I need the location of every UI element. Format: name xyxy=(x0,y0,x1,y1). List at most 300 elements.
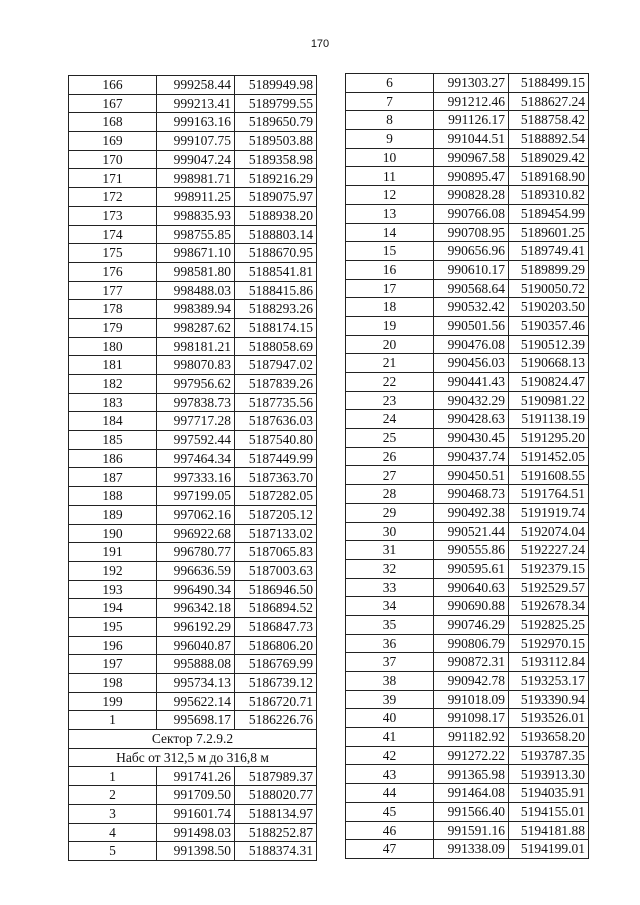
coord-y: 5187205.12 xyxy=(235,505,317,524)
coord-x: 995622.14 xyxy=(157,692,235,711)
coord-x: 991709.50 xyxy=(157,786,235,805)
coord-y: 5192379.15 xyxy=(509,559,589,578)
coord-y: 5189503.88 xyxy=(235,132,317,151)
coord-x: 990492.38 xyxy=(434,503,509,522)
point-number: 169 xyxy=(69,132,157,151)
table-row xyxy=(346,466,589,485)
coord-x: 999258.44 xyxy=(157,76,235,95)
coord-y: 5186226.76 xyxy=(235,711,317,730)
coord-y: 5187947.02 xyxy=(235,356,317,375)
coord-x: 998488.03 xyxy=(157,281,235,300)
point-number: 42 xyxy=(346,746,434,765)
point-number: 37 xyxy=(346,653,434,672)
coord-y: 5193658.20 xyxy=(509,728,589,747)
point-number: 191 xyxy=(69,543,157,562)
coord-y: 5189310.82 xyxy=(509,186,589,205)
table-row xyxy=(346,746,589,765)
point-number: 5 xyxy=(69,842,157,861)
table-row xyxy=(69,711,317,730)
coord-x: 990895.47 xyxy=(434,167,509,186)
coordinates-table-left xyxy=(68,75,317,861)
coord-x: 990532.42 xyxy=(434,298,509,317)
coord-y: 5188499.15 xyxy=(509,74,589,93)
point-number: 182 xyxy=(69,375,157,394)
coord-y: 5188058.69 xyxy=(235,337,317,356)
coord-x: 991272.22 xyxy=(434,746,509,765)
table-row xyxy=(346,728,589,747)
coord-y: 5189358.98 xyxy=(235,150,317,169)
coord-y: 5194199.01 xyxy=(509,840,589,859)
coord-y: 5189029.42 xyxy=(509,148,589,167)
table-row xyxy=(346,840,589,859)
point-number: 22 xyxy=(346,373,434,392)
coord-y: 5193787.35 xyxy=(509,746,589,765)
table-row xyxy=(69,431,317,450)
coordinates-table-right xyxy=(345,73,589,859)
table-row xyxy=(346,373,589,392)
coord-y: 5188670.95 xyxy=(235,244,317,263)
coord-x: 990501.56 xyxy=(434,316,509,335)
coord-y: 5186894.52 xyxy=(235,599,317,618)
coord-y: 5186720.71 xyxy=(235,692,317,711)
coord-y: 5191608.55 xyxy=(509,466,589,485)
coord-x: 990640.63 xyxy=(434,578,509,597)
point-number: 1 xyxy=(69,767,157,786)
coord-y: 5193913.30 xyxy=(509,765,589,784)
table-row xyxy=(346,522,589,541)
coord-x: 991591.16 xyxy=(434,821,509,840)
point-number: 41 xyxy=(346,728,434,747)
coord-y: 5188374.31 xyxy=(235,842,317,861)
point-number: 26 xyxy=(346,447,434,466)
point-number: 180 xyxy=(69,337,157,356)
coord-y: 5194181.88 xyxy=(509,821,589,840)
coord-y: 5191138.19 xyxy=(509,410,589,429)
point-number: 44 xyxy=(346,784,434,803)
point-number: 36 xyxy=(346,634,434,653)
point-number: 171 xyxy=(69,169,157,188)
coord-y: 5186847.73 xyxy=(235,617,317,636)
coord-y: 5193390.94 xyxy=(509,690,589,709)
coord-x: 990766.08 xyxy=(434,204,509,223)
point-number: 174 xyxy=(69,225,157,244)
point-number: 178 xyxy=(69,300,157,319)
table-row xyxy=(69,150,317,169)
point-number: 10 xyxy=(346,148,434,167)
point-number: 35 xyxy=(346,615,434,634)
coord-y: 5189799.55 xyxy=(235,94,317,113)
point-number: 24 xyxy=(346,410,434,429)
table-row xyxy=(69,561,317,580)
table-row xyxy=(69,842,317,861)
coord-y: 5191764.51 xyxy=(509,485,589,504)
table-row xyxy=(346,186,589,205)
point-number: 167 xyxy=(69,94,157,113)
table-row xyxy=(69,487,317,506)
coord-x: 990967.58 xyxy=(434,148,509,167)
coord-x: 990746.29 xyxy=(434,615,509,634)
point-number: 168 xyxy=(69,113,157,132)
table-row xyxy=(69,636,317,655)
coord-y: 5187363.70 xyxy=(235,468,317,487)
coord-x: 990468.73 xyxy=(434,485,509,504)
coord-y: 5190357.46 xyxy=(509,316,589,335)
coord-y: 5192678.34 xyxy=(509,597,589,616)
point-number: 189 xyxy=(69,505,157,524)
coord-x: 990437.74 xyxy=(434,447,509,466)
point-number: 15 xyxy=(346,242,434,261)
coord-y: 5192529.57 xyxy=(509,578,589,597)
table-row xyxy=(69,225,317,244)
point-number: 29 xyxy=(346,503,434,522)
point-number: 3 xyxy=(69,804,157,823)
point-number: 47 xyxy=(346,840,434,859)
point-number: 183 xyxy=(69,393,157,412)
table-row xyxy=(69,169,317,188)
table-row xyxy=(69,356,317,375)
point-number: 188 xyxy=(69,487,157,506)
table-row xyxy=(69,76,317,95)
point-number: 176 xyxy=(69,262,157,281)
point-number: 190 xyxy=(69,524,157,543)
table-row xyxy=(346,92,589,111)
coord-y: 5186806.20 xyxy=(235,636,317,655)
coord-x: 999163.16 xyxy=(157,113,235,132)
point-number: 25 xyxy=(346,429,434,448)
coord-x: 990610.17 xyxy=(434,260,509,279)
coord-x: 998835.93 xyxy=(157,206,235,225)
section-subtitle: Набс от 312,5 м до 316,8 м xyxy=(69,748,317,767)
table-row xyxy=(346,167,589,186)
table-row xyxy=(69,318,317,337)
table-row xyxy=(346,260,589,279)
coord-x: 991741.26 xyxy=(157,767,235,786)
coord-x: 997838.73 xyxy=(157,393,235,412)
coord-x: 990828.28 xyxy=(434,186,509,205)
point-number: 33 xyxy=(346,578,434,597)
point-number: 7 xyxy=(346,92,434,111)
coord-x: 998287.62 xyxy=(157,318,235,337)
coord-y: 5191919.74 xyxy=(509,503,589,522)
table-row xyxy=(69,655,317,674)
table-row xyxy=(69,524,317,543)
point-number: 6 xyxy=(346,74,434,93)
table-row xyxy=(346,354,589,373)
coord-y: 5189949.98 xyxy=(235,76,317,95)
point-number: 28 xyxy=(346,485,434,504)
coord-y: 5187540.80 xyxy=(235,431,317,450)
point-number: 4 xyxy=(69,823,157,842)
point-number: 17 xyxy=(346,279,434,298)
table-row xyxy=(69,188,317,207)
point-number: 194 xyxy=(69,599,157,618)
coord-y: 5192825.25 xyxy=(509,615,589,634)
point-number: 32 xyxy=(346,559,434,578)
coord-x: 991126.17 xyxy=(434,111,509,130)
table-row xyxy=(69,262,317,281)
coord-x: 998070.83 xyxy=(157,356,235,375)
point-number: 172 xyxy=(69,188,157,207)
left-table-body-bottom xyxy=(69,767,317,860)
coord-x: 997717.28 xyxy=(157,412,235,431)
point-number: 197 xyxy=(69,655,157,674)
coord-x: 991018.09 xyxy=(434,690,509,709)
coord-y: 5188758.42 xyxy=(509,111,589,130)
point-number: 170 xyxy=(69,150,157,169)
point-number: 20 xyxy=(346,335,434,354)
point-number: 2 xyxy=(69,786,157,805)
table-row xyxy=(346,709,589,728)
point-number: 1 xyxy=(69,711,157,730)
point-number: 34 xyxy=(346,597,434,616)
coord-x: 998911.25 xyxy=(157,188,235,207)
coord-x: 996192.29 xyxy=(157,617,235,636)
coord-y: 5190981.22 xyxy=(509,391,589,410)
coord-y: 5188938.20 xyxy=(235,206,317,225)
page-number: 170 xyxy=(310,38,330,50)
coord-y: 5187449.99 xyxy=(235,449,317,468)
table-row xyxy=(346,802,589,821)
table-row xyxy=(69,580,317,599)
coord-x: 990656.96 xyxy=(434,242,509,261)
table-row xyxy=(346,447,589,466)
coord-y: 5189601.25 xyxy=(509,223,589,242)
coord-x: 998671.10 xyxy=(157,244,235,263)
table-row xyxy=(346,111,589,130)
point-number: 9 xyxy=(346,130,434,149)
coord-x: 999107.75 xyxy=(157,132,235,151)
coord-x: 991601.74 xyxy=(157,804,235,823)
table-row xyxy=(346,74,589,93)
coord-y: 5187282.05 xyxy=(235,487,317,506)
table-row xyxy=(346,634,589,653)
coord-x: 999213.41 xyxy=(157,94,235,113)
table-row xyxy=(346,765,589,784)
coord-x: 990456.03 xyxy=(434,354,509,373)
point-number: 181 xyxy=(69,356,157,375)
table-row xyxy=(346,821,589,840)
coord-y: 5189454.99 xyxy=(509,204,589,223)
section-header xyxy=(69,730,317,767)
point-number: 46 xyxy=(346,821,434,840)
coord-y: 5188803.14 xyxy=(235,225,317,244)
point-number: 23 xyxy=(346,391,434,410)
point-number: 18 xyxy=(346,298,434,317)
table-row xyxy=(69,375,317,394)
coord-x: 998181.21 xyxy=(157,337,235,356)
table-row xyxy=(69,449,317,468)
coord-x: 998389.94 xyxy=(157,300,235,319)
point-number: 8 xyxy=(346,111,434,130)
coord-y: 5189899.29 xyxy=(509,260,589,279)
coord-y: 5189650.79 xyxy=(235,113,317,132)
table-row xyxy=(346,298,589,317)
point-number: 193 xyxy=(69,580,157,599)
table-row xyxy=(69,674,317,693)
table-row xyxy=(69,244,317,263)
point-number: 39 xyxy=(346,690,434,709)
coord-x: 991398.50 xyxy=(157,842,235,861)
point-number: 177 xyxy=(69,281,157,300)
table-row xyxy=(346,690,589,709)
point-number: 173 xyxy=(69,206,157,225)
coord-x: 990476.08 xyxy=(434,335,509,354)
coord-x: 990521.44 xyxy=(434,522,509,541)
table-row xyxy=(69,617,317,636)
coord-y: 5187839.26 xyxy=(235,375,317,394)
coord-y: 5189216.29 xyxy=(235,169,317,188)
point-number: 45 xyxy=(346,802,434,821)
section-title-row xyxy=(69,730,317,749)
coord-y: 5194035.91 xyxy=(509,784,589,803)
point-number: 192 xyxy=(69,561,157,580)
left-table-body-top xyxy=(69,76,317,730)
table-row xyxy=(346,279,589,298)
coord-y: 5188020.77 xyxy=(235,786,317,805)
coord-x: 991365.98 xyxy=(434,765,509,784)
coord-x: 990441.43 xyxy=(434,373,509,392)
coord-x: 991212.46 xyxy=(434,92,509,111)
coord-x: 990555.86 xyxy=(434,541,509,560)
table-row xyxy=(346,784,589,803)
coord-x: 990430.45 xyxy=(434,429,509,448)
coord-y: 5187636.03 xyxy=(235,412,317,431)
point-number: 27 xyxy=(346,466,434,485)
point-number: 186 xyxy=(69,449,157,468)
table-row xyxy=(346,223,589,242)
coord-x: 996922.68 xyxy=(157,524,235,543)
coord-y: 5192970.15 xyxy=(509,634,589,653)
coord-x: 991464.08 xyxy=(434,784,509,803)
section-title: Сектор 7.2.9.2 xyxy=(69,730,317,749)
coord-y: 5193253.17 xyxy=(509,672,589,691)
coord-y: 5187065.83 xyxy=(235,543,317,562)
point-number: 16 xyxy=(346,260,434,279)
table-row xyxy=(346,503,589,522)
coord-x: 997956.62 xyxy=(157,375,235,394)
table-row xyxy=(69,300,317,319)
coord-y: 5189075.97 xyxy=(235,188,317,207)
coord-x: 991303.27 xyxy=(434,74,509,93)
coord-x: 995698.17 xyxy=(157,711,235,730)
table-row xyxy=(346,391,589,410)
table-row xyxy=(69,468,317,487)
coord-x: 990942.78 xyxy=(434,672,509,691)
coord-y: 5190203.50 xyxy=(509,298,589,317)
coord-x: 991182.92 xyxy=(434,728,509,747)
table-row xyxy=(69,393,317,412)
table-row xyxy=(69,412,317,431)
coord-y: 5191452.05 xyxy=(509,447,589,466)
table-row xyxy=(346,316,589,335)
coord-x: 995888.08 xyxy=(157,655,235,674)
coord-y: 5188541.81 xyxy=(235,262,317,281)
point-number: 21 xyxy=(346,354,434,373)
table-row xyxy=(69,786,317,805)
coord-x: 991044.51 xyxy=(434,130,509,149)
point-number: 11 xyxy=(346,167,434,186)
point-number: 175 xyxy=(69,244,157,263)
point-number: 31 xyxy=(346,541,434,560)
table-row xyxy=(69,692,317,711)
coord-y: 5187989.37 xyxy=(235,767,317,786)
point-number: 12 xyxy=(346,186,434,205)
table-row xyxy=(346,130,589,149)
table-row xyxy=(69,113,317,132)
coord-y: 5187133.02 xyxy=(235,524,317,543)
coord-y: 5192227.24 xyxy=(509,541,589,560)
coord-y: 5187735.56 xyxy=(235,393,317,412)
point-number: 19 xyxy=(346,316,434,335)
coord-x: 991498.03 xyxy=(157,823,235,842)
point-number: 179 xyxy=(69,318,157,337)
coord-x: 998755.85 xyxy=(157,225,235,244)
coord-x: 996040.87 xyxy=(157,636,235,655)
coord-x: 990428.63 xyxy=(434,410,509,429)
coord-x: 990432.29 xyxy=(434,391,509,410)
coord-y: 5193112.84 xyxy=(509,653,589,672)
table-row xyxy=(69,804,317,823)
point-number: 40 xyxy=(346,709,434,728)
coord-x: 997333.16 xyxy=(157,468,235,487)
coord-x: 997199.05 xyxy=(157,487,235,506)
point-number: 184 xyxy=(69,412,157,431)
coord-x: 996490.34 xyxy=(157,580,235,599)
coord-x: 990568.64 xyxy=(434,279,509,298)
coord-x: 998981.71 xyxy=(157,169,235,188)
table-row xyxy=(69,206,317,225)
table-row xyxy=(69,337,317,356)
table-row xyxy=(346,148,589,167)
right-table-body xyxy=(346,74,589,859)
point-number: 195 xyxy=(69,617,157,636)
coord-x: 999047.24 xyxy=(157,150,235,169)
point-number: 166 xyxy=(69,76,157,95)
coord-y: 5188415.86 xyxy=(235,281,317,300)
table-row xyxy=(69,281,317,300)
coord-y: 5190824.47 xyxy=(509,373,589,392)
coord-y: 5187003.63 xyxy=(235,561,317,580)
coord-x: 990690.88 xyxy=(434,597,509,616)
point-number: 199 xyxy=(69,692,157,711)
coord-y: 5190050.72 xyxy=(509,279,589,298)
section-subtitle-row xyxy=(69,748,317,767)
table-row xyxy=(346,485,589,504)
table-row xyxy=(69,823,317,842)
table-row xyxy=(346,559,589,578)
coord-x: 990708.95 xyxy=(434,223,509,242)
point-number: 198 xyxy=(69,674,157,693)
coord-y: 5188174.15 xyxy=(235,318,317,337)
coord-y: 5188892.54 xyxy=(509,130,589,149)
coord-x: 990595.61 xyxy=(434,559,509,578)
table-row xyxy=(69,543,317,562)
coord-x: 996342.18 xyxy=(157,599,235,618)
coord-y: 5188293.26 xyxy=(235,300,317,319)
table-row xyxy=(69,767,317,786)
coord-y: 5189168.90 xyxy=(509,167,589,186)
table-row xyxy=(69,132,317,151)
table-row xyxy=(346,429,589,448)
point-number: 196 xyxy=(69,636,157,655)
table-row xyxy=(346,597,589,616)
coord-y: 5192074.04 xyxy=(509,522,589,541)
coord-y: 5190668.13 xyxy=(509,354,589,373)
coord-x: 990450.51 xyxy=(434,466,509,485)
table-row xyxy=(346,615,589,634)
coord-x: 990872.31 xyxy=(434,653,509,672)
point-number: 43 xyxy=(346,765,434,784)
